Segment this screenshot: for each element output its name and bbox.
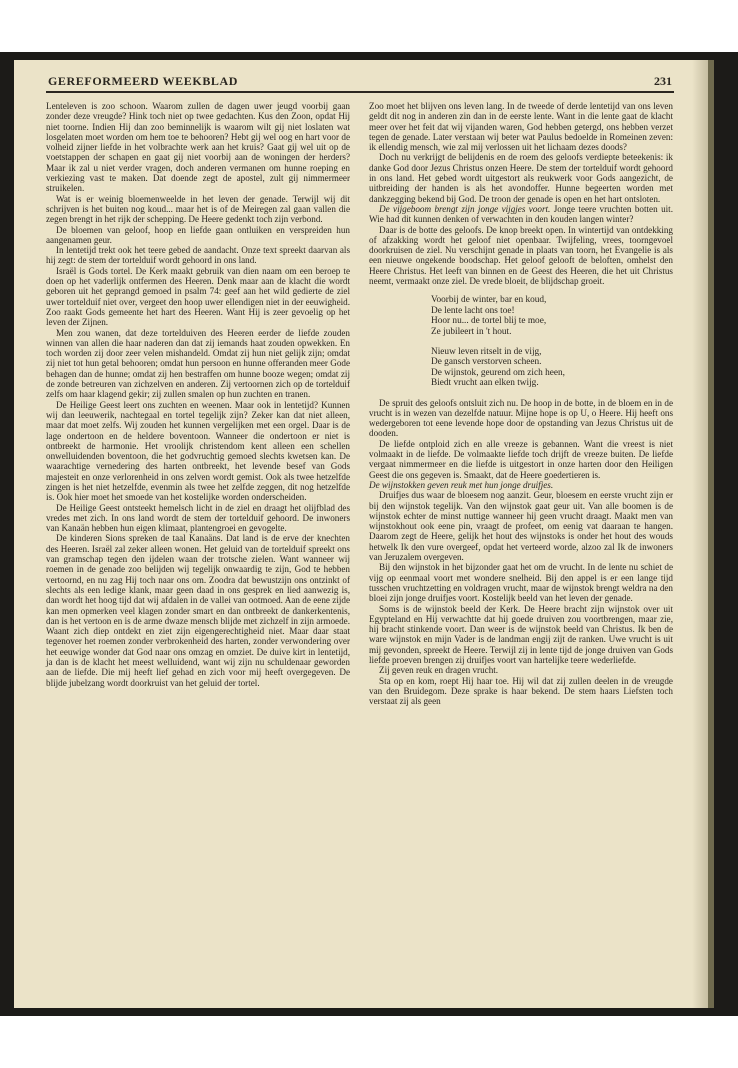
poem-line: De gansch verstorven scheen. [431, 357, 542, 368]
page-edge [708, 60, 714, 1008]
bottom-margin [0, 1016, 738, 1068]
paragraph: Daar is de botte des geloofs. De knop breekt open. In wintertijd van ontdekking of afzakking wordt het geloof niet openbaar. Twijfeling, vrees, toorngevoel doorkruisen de ziel. Nu verschijnt genade in plaats van toorn, het Evangelie is als een nieuwe ongekende boodschap. Het geloof gelooft de beloften, omhelst den Heere Christus. Het leeft van binnen en de Geest des Heeren, die het uit Christus neemt, vermaakt onze ziel. De vrede bloeit, de blijdschap groeit. [369, 224, 673, 287]
paragraph: Bij den wijnstok in het bijzonder gaat het om de vrucht. In de lente nu schiet de vijg op eenmaal voort met wondere snelheid. Bij den appel is er een lange tijd tusschen vruchtzetting en voldragen vrucht, maar de wijnstok brengt weldra na den bloei zijn jonge druifjes voort. Kostelijk beeld van het leven der genade. [369, 562, 673, 604]
poem-stanza [431, 295, 673, 337]
paragraph: De spruit des geloofs ontsluit zich nu. De hoop in de botte, in de bloem en in de vrucht is in wezen van dezelfde natuur. Mijne hope is op U, o Heere. Hij heeft ons wedergeboren tot eene levende hope door de opstanding van Jezus Christus uit de dooden. [369, 397, 673, 439]
paragraph: Zij geven reuk en dragen vrucht. [379, 665, 499, 676]
paragraph: Doch nu verkrijgt de belijdenis en de roem des geloofs verdiepte beteekenis: ik danke God door Jezus Christus onzen Heere. De stem der tortelduif wordt gehoord in ons land. Het gebed wordt uitgestort als reukwerk voor Gods aangezicht, de uitbreiding der handen is als het avondoffer. Hunne begeerten worden met dankzegging bekend bij God. De troon der genade is open en het hart ontsloten. [369, 152, 673, 204]
poem-line: Hoor nu... de tortel blij te moe, [431, 316, 547, 327]
paragraph: De bloemen van geloof, hoop en liefde gaan ontluiken en verspreiden hun aangenamen geur. [46, 224, 350, 245]
paragraph: Israël is Gods tortel. De Kerk maakt gebruik van dien naam om een beroep te doen op het vaderlijk ontfermen des Heeren. Denk maar aan de klacht die wordt geboren uit het geprangd gemoed in psalm 74: geef aan het wild gedierte de ziel uwer tortelduif niet over, vergeet den hoop uwer ellendigen niet in der eeuwigheid. Zoo raakt Gods gemeente het hart des Heeren. Want Hij is zeer gevoelig op het leven der Zijnen. [46, 265, 350, 328]
poem-line: Voorbij de winter, bar en koud, [431, 295, 547, 306]
inline-subheading: De vijgeboom brengt zijn jonge vijgjes voort. [379, 203, 551, 214]
poem-line: Biedt vrucht aan elken twijg. [431, 378, 539, 389]
running-header [46, 73, 674, 93]
poem-line: De lente lacht ons toe! [431, 305, 515, 316]
document-page [14, 60, 714, 1008]
right-column [369, 101, 673, 707]
poem-stanza [431, 347, 673, 389]
paragraph: Lenteleven is zoo schoon. Waarom zullen de dagen uwer jeugd voorbij gaan zonder deze vreugde? Hink toch niet op twee gedachten. Kus den Zoon, opdat Hij niet toorne. Indien Hij dan zoo beminnelijk is waarom wilt gij niet loslaten wat losgelaten moet worden om hem toe te behooren? Hebt gij wel oog en hart voor de volheid zijner liefde in het volbrachte werk aan het kruis? Gaat gij wel uit op de voetstappen der schapen en gaat gij niet voorbij aan de woningen der herders? Maar ik zal u niet verder vragen, doch anderen vermanen om hunne roeping en verkiezing vast te maken. Dat doende zegt de apostel, zult gij nimmermeer struikelen. [46, 101, 350, 194]
top-margin [0, 0, 738, 52]
paragraph: De Heilige Geest leert ons zuchten en weenen. Maar ook in lentetijd? Kunnen wij dan leeuwerik, nachtegaal en tortel tegelijk zijn? Zeker kan dat niet alleen, maar dat moet zelfs. Wij zouden het kunnen vergelijken met een orgel. Daar is de lage ondertoon en de heldere boventoon. Wanneer die ondertoon er niet is ontbreekt de harmonie. Het vroolijk christendom kent alleen een schellen onwelluidenden boventoon, die het godvruchtig gemoed slechts kwetsen kan. De waarachtige vernedering des harten ontbreekt, het levende besef van Gods majesteit en onze verlorenheid in ons zelven wordt gemist. Ook als twee hetzelfde zingen is het niet hetzelfde, evenmin als twee het zelfde zeggen, dit nog hetzelfde is. Ook hier moet het smoede van het kostelijke worden onderscheiden. [46, 399, 350, 503]
left-column [46, 101, 350, 688]
paragraph-with-subheading [369, 204, 673, 225]
paragraph-text: Jonge teere vruchten botten uit. Wie had dit kunnen denken of verwachten in den kouden langen winter? [369, 203, 673, 225]
paragraph: Men zou wanen, dat deze tortelduiven des Heeren eerder de liefde zouden winnen van allen die haar naderen dan dat zij iemands haat zouden opwekken. En toch worden zij door zeer velen mishandeld. Omdat zij hun niet gelijk zijn; omdat zij niet tot hun getal behooren; omdat hun persoon en hunne offeranden meer Gode behagen dan de hunne; omdat zij hen bestraffen om hunne booze wegen; omdat zij de zonde betreuren van zichzelven en anderen. Zij vertoornen zich op de tortelduif zelfs om haar klagend gekir; zij zullen smalen op hun zuchten en tranen. [46, 327, 350, 400]
paragraph: De liefde ontploid zich en alle vreeze is gebannen. Want die vreest is niet volmaakt in de liefde. De volmaakte liefde toch drijft de vreeze buiten. De liefde vergaat nimmermeer en die liefde is uitgestort in onze harten door den Heiligen Geest die ons gegeven is. Smaakt, dat de Heere goedertieren is. [369, 438, 673, 480]
paragraph: De kinderen Sions spreken de taal Kanaäns. Dat land is de erve der knechten des Heeren. Israël zal zeker alleen wonen. Het geluid van de tortelduif spreekt ons van gramschap tegen den ijdelen waan der trotsche zielen. Want wanneer wij roemen in de genade zoo belijden wij tegelijk onwaardig te zijn, God te hebben vertoornd, en nu zag Hij toch naar ons om. Zoodra dat bewustzijn ons ontzinkt of slechts als een ledige klank, maar geen daad in ons gesprek en lied aanwezig is, dan wordt het hoog tijd dat wij afdalen in de vallei van ootmoed. Aan de eene zijde kan men opmerken veel klagen zonder smart en dan ontbreekt de dankerkentenis, dan is het vertoon en is de arme dwaze mensch blijde met zichzelf in zijn armoede. Waant zich diep ontdekt en ziet zijn eigengerechtigheid niet. Maar daar staat tegenover het roemen zonder verbrokenheid des harten, zonder verwondering over het eeuwige wonder dat God naar ons omzag en omziet. De duive kirt in lentetijd, ja dan is de klacht het meest welluidend, want wij zijn nu schuldenaar geworden aan de liefde. Die mij heeft lief gehad en zich voor mij heeft overgegeven. De blijde jubelzang wordt doorkruist van het geluid der tortel. [46, 533, 350, 688]
poem-line: De wijnstok, geurend om zich heen, [431, 367, 565, 378]
paragraph: Sta op en kom, roept Hij haar toe. Hij wil dat zij zullen deelen in de vreugde van den Bruidegom. Deze sprake is haar bekend. De stem haars Liefsten toch verstaat zij als geen [369, 675, 673, 707]
paragraph: De Heilige Geest ontsteekt hemelsch licht in de ziel en draagt het olijfblad des vredes met zich. In ons land wordt de stem der tortelduif gehoord. De inwoners van Kanaän hebben hun eigen klimaat, plantengroei en gevogelte. [46, 502, 350, 534]
paragraph: In lentetijd trekt ook het teere gebed de aandacht. Onze text spreekt daarvan als hij zegt: de stem der tortelduif wordt gehoord in ons land. [46, 245, 350, 266]
subheading: De wijnstokken geven reuk met hun jonge druifjes. [369, 479, 554, 490]
paragraph: Zoo moet het blijven ons leven lang. In de tweede of derde lentetijd van ons leven geldt dit nog in anderen zin dan in de eerste lente. Want in die lente gaat de klacht meer over het feit dat wij vijanden waren, God hebben getergd, ons hebben verzet tegen de genade. Later verstaan wij beter wat Paulus bedoelde in Romeinen zeven: ik ellendig mensch, wie zal mij verlossen uit het lichaam dezes doods? [369, 101, 673, 153]
poem [431, 295, 673, 388]
publication-title: GEREFORMEERD WEEKBLAD [48, 74, 239, 88]
paragraph: Soms is de wijnstok beeld der Kerk. De Heere bracht zijn wijnstok over uit Egypteland en Hij verwachtte dat hij goede druiven zou voortbrengen, maar zie, hij bracht stinkende voort. Dan weer is de wijnstok beeld van Christus. Ik ben de ware wijnstok en mijn Vader is de landman engij zijt de ranken. Uwe vrucht is uit mij gevonden, spreekt de Heere. Terwijl zij in lente tijd de jonge druiven van Gods liefde proeven brengen zij druifjes voort van hartelijke teere wederliefde. [369, 603, 673, 666]
poem-line: Nieuw leven ritselt in de vijg, [431, 346, 542, 357]
paragraph: Druifjes dus waar de bloesem nog aanzit. Geur, bloesem en eerste vrucht zijn er bij den wijnstok tegelijk. Van den wijnstok gaat geur uit. Van alle boomen is de wijnstok echter de minst nuttige wanneer hij geen vrucht draagt. Maakt men van wijnstokhout ook eene pin, vraagt de profeet, om eenig vat daaraan te hangen. Daarom zegt de Heere, gelijk het hout des wijnstoks is onder het hout des wouds hetwelk Ik den vure overgeef, opdat het verteerd worde, alzoo zal Ik de inwoners van Jeruzalem overgeven. [369, 490, 673, 563]
page-number: 231 [654, 74, 672, 88]
poem-line: Ze jubileert in 't hout. [431, 326, 512, 337]
paragraph: Wat is er weinig bloemenweelde in het leven der genade. Terwijl wij dit schrijven is het buiten nog koud... maar het is of de Meiregen zal gaan vallen die zegen brengt in het rijk der schepping. De Heere gedenkt toch zijn verbond. [46, 193, 350, 225]
